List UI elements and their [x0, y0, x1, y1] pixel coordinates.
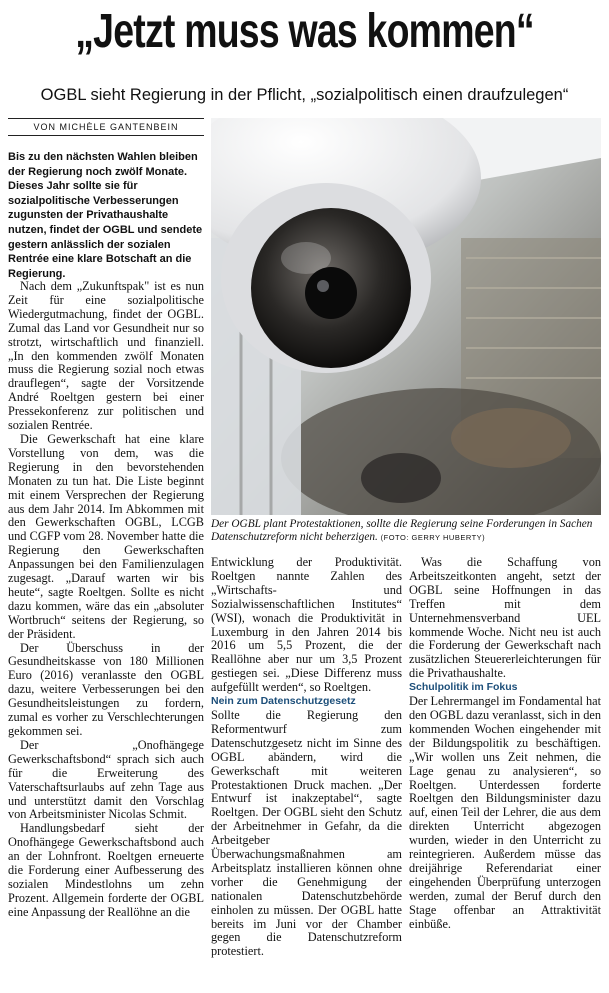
paragraph: Was die Schaffung von Arbeitszeitkonten angeht, setzt der OGBL seine Hoffnungen in das Treffen mit dem Unternehmensverband UEL kommende Woche. Nicht neu ist auch die Forderung der Gewerkschaft nach zusätzlichen Steuererleichterungen für die Privathaushalte.: [409, 555, 601, 681]
subhead-schulpolitik: Schulpolitik im Fokus: [409, 681, 518, 694]
photo-credit: (FOTO: GERRY HUBERTY): [380, 533, 486, 542]
subheadline: OGBL sieht Regierung in der Pflicht, „sozialpolitisch einen draufzulegen“: [40, 86, 569, 104]
paragraph: Die Gewerkschaft hat eine klare Vorstellung von dem, was die Regierung in den bevorstehenden Monaten zu tun hat. Die Liste beginnt mit einem Versprechen der Regierung aus dem Jahr 2014. Im Abkommen mit den Gewerkschaften OGBL, LCGB und CGFP vom 28. November hatte die Regierung den Gewerkschaften Anpassungen bei den Familienzulagen zugesagt. „Darauf warten wir bis heute“, sagte Roeltgen. Sollte es nicht dazu kommen, wäre das ein „absoluter Wortbruch“ seitens der Regierung, so der Präsident.: [8, 431, 204, 641]
security-camera-photo: [211, 118, 601, 515]
caption-text: Der OGBL plant Protestaktionen, sollte die Regierung seine Forderungen in Sachen Datenschutzreform nicht beherzigen.: [211, 518, 593, 543]
paragraph: Nach dem „Zukunftspak" ist es nun Zeit für eine sozialpolitische Wiedergutmachung, findet der OGBL. Zumal das Land vor Gesundheit nur so strotzt, wirtschaftlich und finanziell. „In den kommenden zwölf Monaten muss die Regierung sozial noch etwas drauflegen“, sagte der Vorsitzende André Roeltgen gestern bei einer Pressekonferenz zur politischen und sozialen Rentrée.: [8, 279, 204, 433]
camera-illustration: [211, 118, 601, 515]
paragraph: Der Lehrermangel im Fondamental hat den OGBL dazu veranlasst, sich in den kommenden Wochen eingehender mit der Bildungspolitik zu beschäftigen. „Wir wollen uns Zeit nehmen, die Lage genau zu analysieren“, so Roeltgen. Unterdessen forderte Roeltgen den Bildungsminister dazu auf, einen Teil der Lehrer, die aus dem direkten Unterricht abgezogen wurden, wieder in den Unterricht zu reintegrieren. Außerdem müsse das dreijährige Referendariat einer eingehenden Überprüfung unterzogen werden, zumal der Beruf durch den Stage offenbar an Attraktivität einbüße.: [409, 694, 601, 931]
headline: „Jetzt muss was kommen“: [75, 5, 534, 58]
paragraph: Handlungsbedarf sieht der Onofhängege Gewerkschaftsbond auch an der Lohnfront. Roeltgen erneuerte die Forderung einer Aufbesserung des sozialen Mindestlohns um zehn Prozent. Allgemein forderte der OGBL eine Anpassung der Reallöhne an die: [8, 821, 204, 919]
column-2: [211, 556, 402, 959]
subhead-datenschutz: Nein zum Datenschutzgesetz: [211, 695, 356, 708]
byline: VON MICHÈLE GANTENBEIN: [8, 118, 204, 136]
paragraph: Der Überschuss in der Gesundheitskasse von 180 Millionen Euro (2016) veranlasste den OGBL dazu, weitere Verbesserungen bei den Gesundheitsleistungen zu fordern, zumal es vorher zu Verschlechterungen gekommen sei.: [8, 640, 204, 738]
paragraph: Der „Onofhängege Gewerkschaftsbond“ sprach sich auch für die Erweiterung des Vaterschaftsurlaubs auf zehn Tage aus und unterstützt damit den Vorschlag von Arbeitsminister Nicolas Schmit.: [8, 737, 204, 822]
paragraph: Sollte die Regierung den Reformentwurf zum Datenschutzgesetz nicht im Sinne des OGBL abändern, wird die Gewerkschaft mit weiteren Protestaktionen Druck machen. „Der Entwurf ist inakzeptabel“, sagte Roeltgen. Der OGBL sieht den Schutz der Arbeitnehmer in Gefahr, da die Arbeitgeber Überwachungsmaßnahmen am Arbeitsplatz installieren können ohne vorher die Genehmigung der nationalen Datenschutzbehörde einholen zu müssen. Der OGBL hatte bereits im Juni vor der Chamber gegen die Datenschutzreform protestiert.: [211, 707, 402, 959]
paragraph: Entwicklung der Produktivität. Roeltgen nannte Zahlen des „Wirtschafts- und Sozialwissenschaftlichen Institutes“ (WSI), wonach die Produktivität in Luxemburg in den Jahren 2014 bis 2016 um 5,5 Prozent, die der Reallöhne aber nur um 3,5 Prozent gestiegen sei. „Diese Differenz muss aufgefüllt werden“, so Roeltgen.: [211, 555, 402, 695]
photo-caption: [211, 518, 601, 544]
column-1: [8, 280, 204, 920]
lead-paragraph: Bis zu den nächsten Wahlen bleiben der Regierung noch zwölf Monate. Dieses Jahr sollte sie für sozialpolitische Verbesserungen zugunsten der Privathaushalte nutzen, findet der OGBL und sendete gestern anlässlich der sozialen Rentrée eine klare Botschaft an die Regierung.: [8, 151, 203, 280]
column-3: [409, 556, 601, 931]
